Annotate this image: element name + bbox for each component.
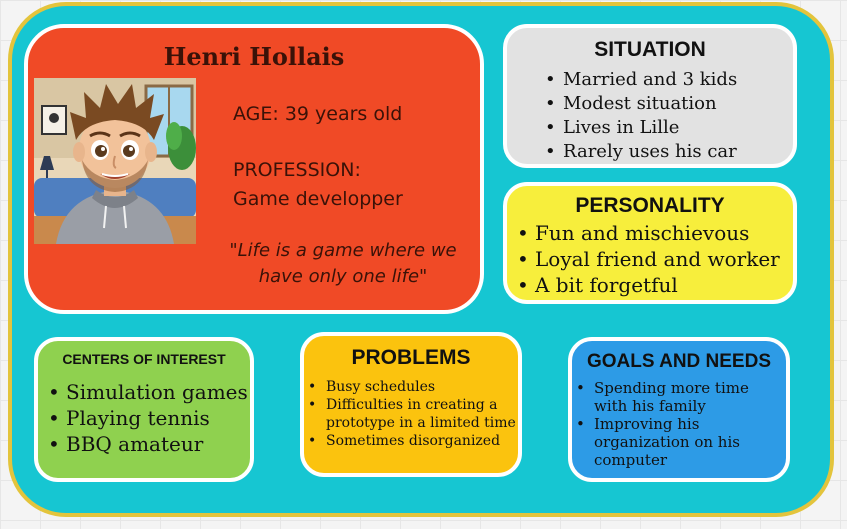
persona-quote [198,238,488,290]
situation-title: SITUATION [594,38,706,61]
interest-title: CENTERS OF INTEREST [62,351,226,367]
list-item: • Spending more time with his family [572,379,782,415]
list-item: • Married and 3 kids [541,68,737,92]
list-item: • Fun and mischievous [513,220,780,246]
problems-card [300,332,522,477]
interest-list [44,379,248,457]
list-item: • Lives in Lille [541,116,737,140]
goals-card [568,337,790,482]
profession-value: Game developper [233,188,403,210]
problems-title: PROBLEMS [351,346,471,369]
interest-card [34,337,254,482]
personality-title: PERSONALITY [575,194,725,217]
personality-card [503,182,797,304]
situation-card [503,24,797,168]
problems-list [304,378,518,450]
list-item: • Playing tennis [44,405,248,431]
avatar [34,78,196,244]
quote-line-1: "Life is a game where we [229,240,457,261]
list-item: • Difficulties in creating a prototype in a limited time [304,396,518,432]
list-item: • Sometimes disorganized [304,432,518,450]
list-item: • A bit forgetful [513,272,780,298]
list-item: • Modest situation [541,92,737,116]
list-item: • Simulation games [44,379,248,405]
quote-line-2: have only one life" [258,266,428,287]
list-item: • Improving his organization on his computer [572,415,782,469]
profession-label: PROFESSION: [233,159,361,181]
list-item: • Rarely uses his car [541,140,737,164]
avatar-illustration [34,78,196,244]
situation-list [541,68,737,164]
personality-list [513,220,780,298]
profile-card [24,24,484,314]
list-item: • Busy schedules [304,378,518,396]
goals-list [572,379,782,469]
list-item: • BBQ amateur [44,431,248,457]
goals-title: GOALS AND NEEDS [586,351,772,372]
age-text: AGE: 39 years old [233,103,403,125]
list-item: • Loyal friend and worker [513,246,780,272]
persona-name: Henri Hollais [163,42,345,71]
